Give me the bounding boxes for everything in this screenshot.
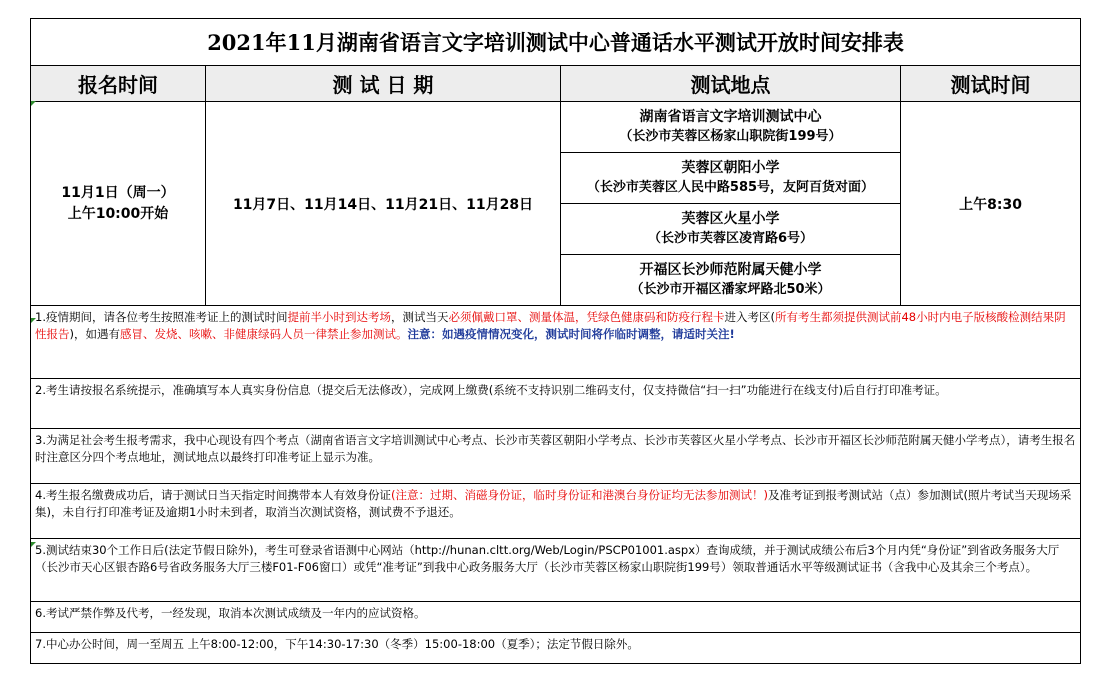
site-cell: [561, 255, 901, 306]
registration-cell: [31, 102, 206, 306]
note-highlight: 必须佩戴口罩、测量体温，凭绿色健康码和防疫行程卡: [448, 310, 725, 324]
site-address: （长沙市开福区潘家坪路北50米）: [630, 282, 831, 297]
note-text: 及准考证到报考测试站（点）参加测试(照片考试当天现场采集)，未自行打印准考证及逾期1小时未到者，取消当次测试资格，测试费不予退还。: [35, 488, 1072, 519]
schedule-table: [30, 18, 1081, 664]
note-highlight: 感冒、发烧、咳嗽、非健康绿码人员一律禁止参加测试。: [120, 327, 408, 341]
note-4: [31, 484, 1081, 539]
header-registration: 报名时间: [31, 66, 206, 102]
site-cell: [561, 153, 901, 204]
page-title: 2021年11月湖南省语言文字培训测试中心普通话水平测试开放时间安排表: [31, 19, 1081, 66]
site-name: 开福区长沙师范附属天健小学: [639, 262, 822, 278]
note-notice: 注意：如遇疫情情况变化，测试时间将作临时调整，请适时关注!: [407, 327, 735, 341]
test-dates-cell: 11月7日、11月14日、11月21日、11月28日: [206, 102, 561, 306]
note-text: 1.疫情期间，请各位考生按照准考证上的测试时间: [35, 310, 288, 324]
header-test-site: 测试地点: [561, 66, 901, 102]
comment-marker: [31, 318, 36, 323]
note-text: 进入考区(: [724, 310, 775, 324]
note-text: )，如遇有: [69, 327, 120, 341]
schedule-sheet: [30, 18, 1080, 664]
note-highlight: 提前半小时到达考场: [287, 310, 391, 324]
note-text: ，测试当天: [390, 310, 449, 324]
site-address: （长沙市芙蓉区杨家山职院街199号）: [619, 129, 842, 144]
note-highlight: (注意：过期、消磁身份证，临时身份证和港澳台身份证均无法参加测试！): [390, 488, 768, 502]
note-1: [31, 306, 1081, 379]
site-cell: [561, 204, 901, 255]
site-name: 芙蓉区火星小学: [681, 211, 780, 227]
note-6: 6.考试严禁作弊及代考，一经发现，取消本次测试成绩及一年内的应试资格。: [31, 602, 1081, 633]
note-highlight: 所有考生都须提供测试前48小时内电子版核酸检测结果阴性报告: [35, 310, 1066, 341]
site-address: （长沙市芙蓉区凌宵路6号）: [647, 231, 814, 246]
registration-date: 11月1日（周一）: [61, 184, 175, 201]
test-time-cell: 上午8:30: [901, 102, 1081, 306]
comment-marker: [31, 542, 36, 547]
site-address: （长沙市芙蓉区人民中路585号，友阿百货对面）: [586, 180, 875, 195]
header-test-time: 测试时间: [901, 66, 1081, 102]
note-5: 5.测试结束30个工作日后(法定节假日除外)，考生可登录省语测中心网站（http://hunan.cltt.org/Web/Login/PSCP01001.aspx）查询成绩，并于测试成绩公布后3个月内凭“身份证”到省政务服务大厅（长沙市天心区银杏路6号省政务服务大厅三楼F01-F06窗口）或凭“准考证”到我中心政务服务大厅（长沙市芙蓉区杨家山职院街199号）领取普通话水平等级测试证书（含我中心及其余三个考点）。: [31, 539, 1081, 602]
note-text: 4.考生报名缴费成功后，请于测试日当天指定时间携带本人有效身份证: [35, 488, 391, 502]
site-cell: [561, 102, 901, 153]
comment-marker: [31, 101, 36, 106]
header-test-date: 测 试 日 期: [206, 66, 561, 102]
note-7: 7.中心办公时间，周一至周五 上午8:00-12:00，下午14:30-17:30（冬季）15:00-18:00（夏季）；法定节假日除外。: [31, 633, 1081, 664]
note-3: 3.为满足社会考生报考需求，我中心现设有四个考点（湖南省语言文字培训测试中心考点、长沙市芙蓉区朝阳小学考点、长沙市芙蓉区火星小学考点、长沙市开福区长沙师范附属天健小学考点），请考生报名时注意区分四个考点地址，测试地点以最终打印准考证上显示为准。: [31, 429, 1081, 484]
registration-time: 上午10:00开始: [67, 205, 169, 222]
note-2: 2.考生请按报名系统提示，准确填写本人真实身份信息（提交后无法修改），完成网上缴费(系统不支持识别二维码支付，仅支持微信“扫一扫”功能进行在线支付)后自行打印准考证。: [31, 379, 1081, 429]
site-name: 芙蓉区朝阳小学: [681, 160, 780, 176]
site-name: 湖南省语言文字培训测试中心: [639, 109, 822, 125]
